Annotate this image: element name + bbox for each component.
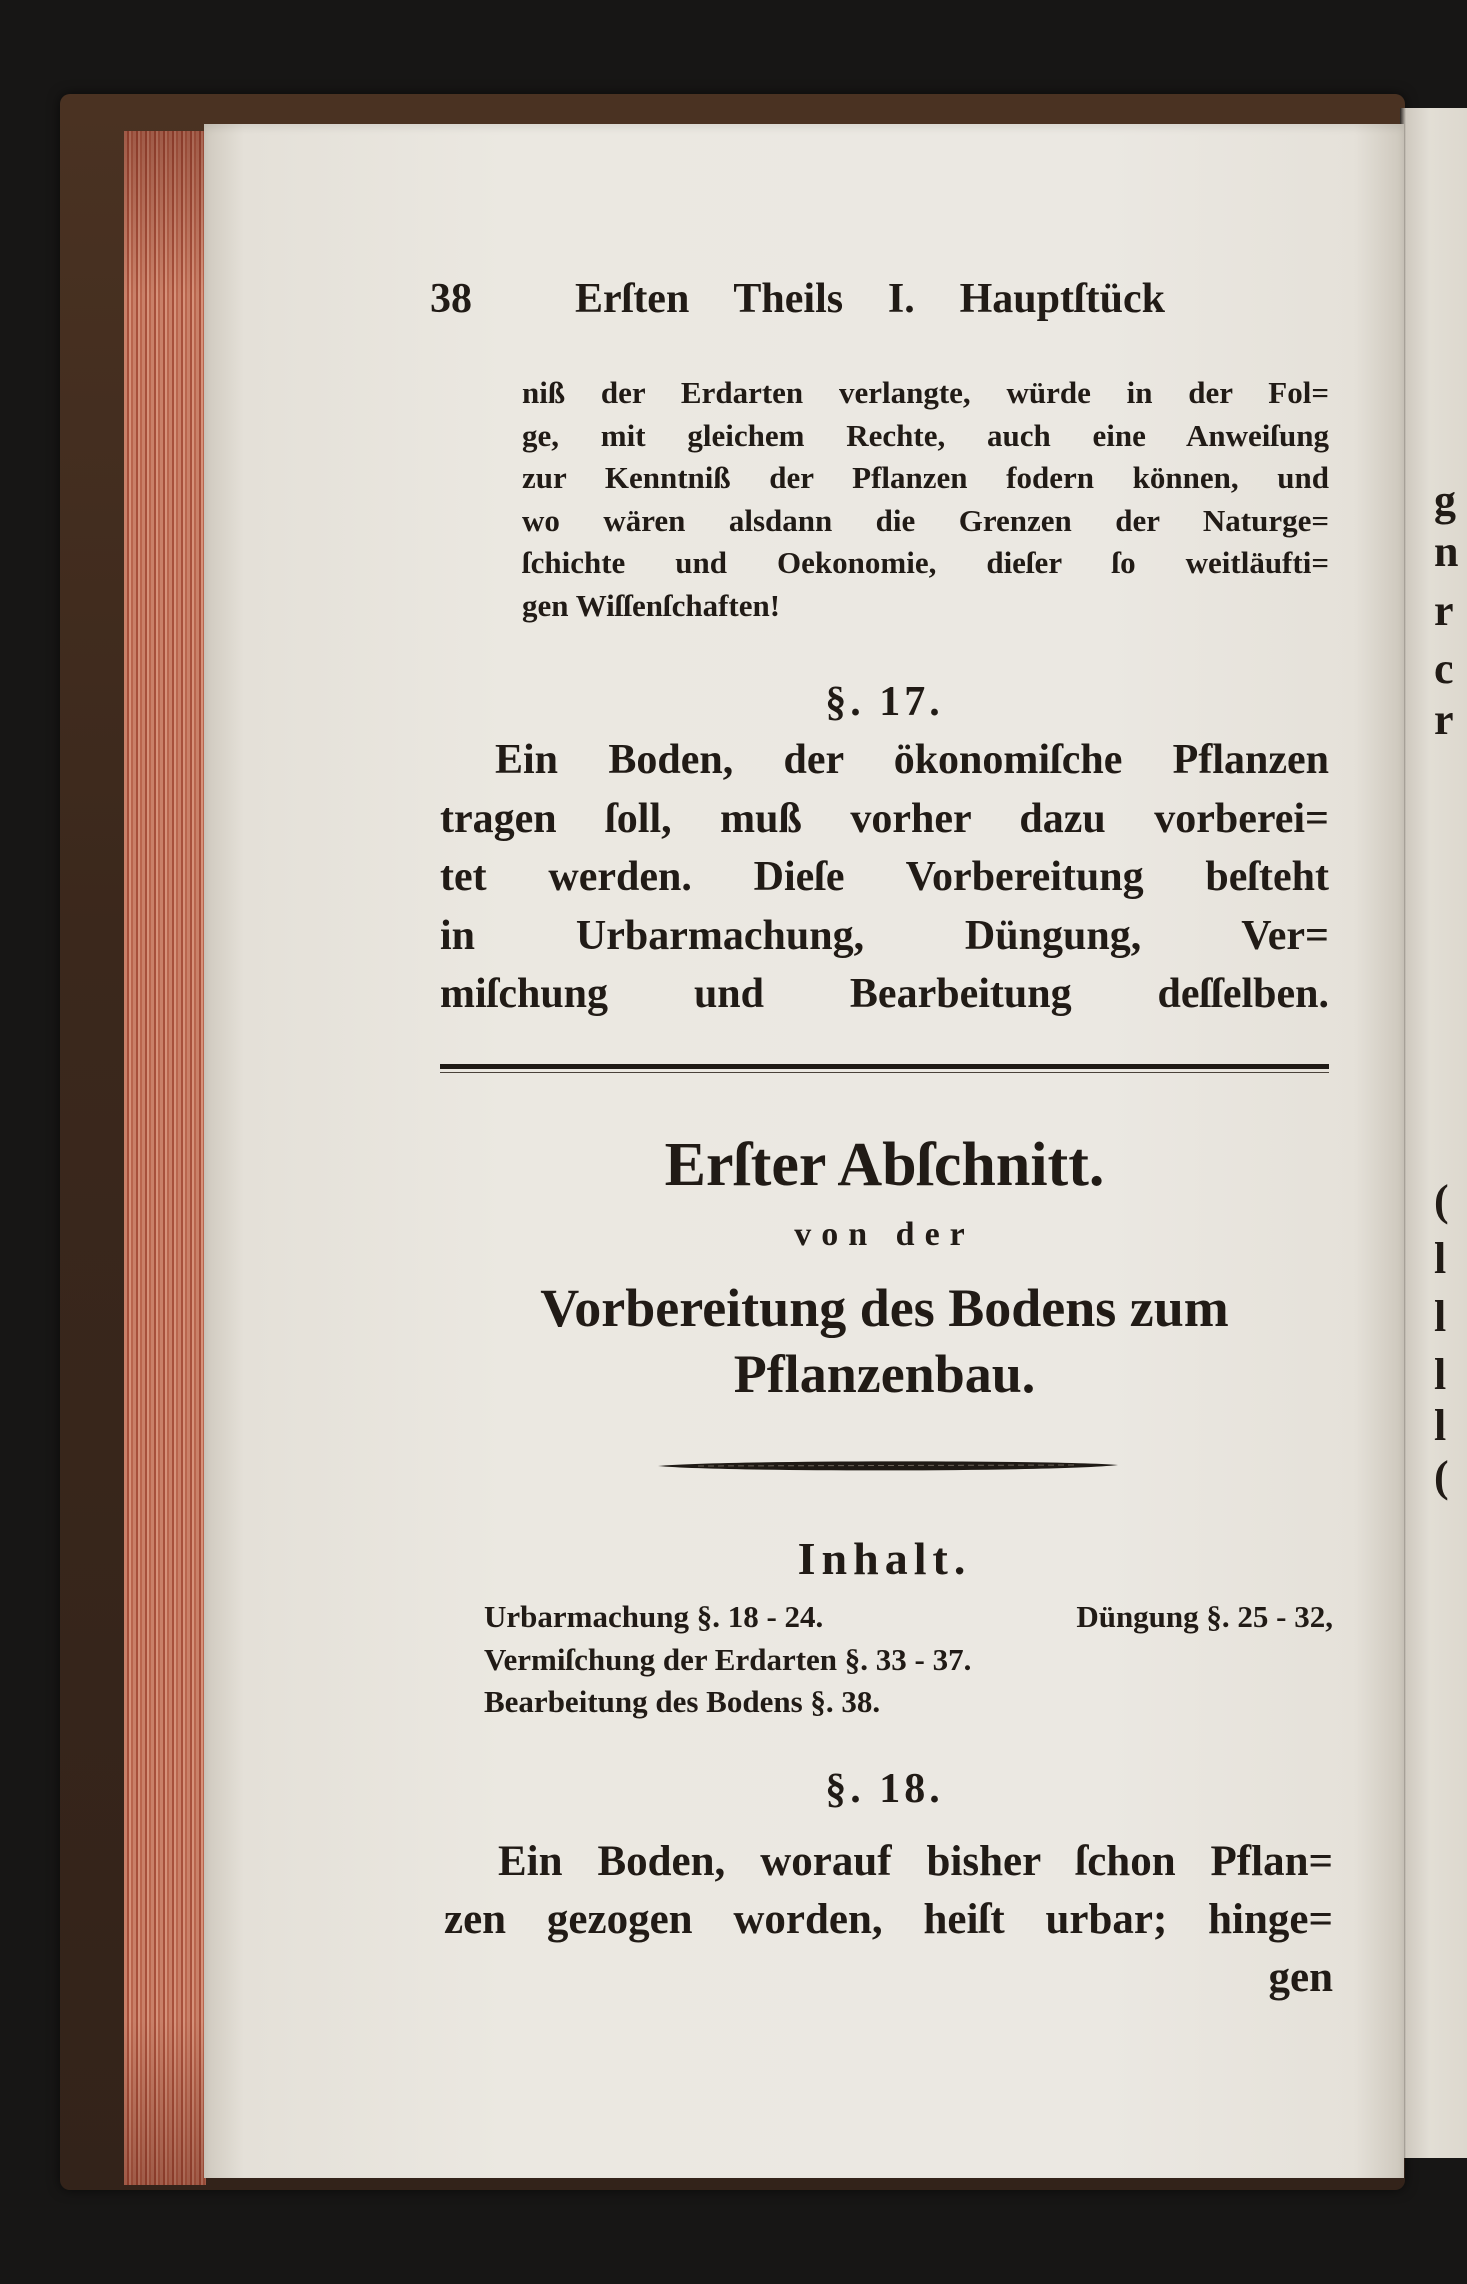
- chapter-connector: von der: [794, 1216, 975, 1253]
- contents-entry: Urbarmachung §. 18 - 24.: [484, 1599, 824, 1634]
- text-line: miſchung und Bearbeitung deſſelben.: [440, 971, 1329, 1017]
- section-divider: [440, 1064, 1329, 1069]
- page-number: 38: [430, 276, 472, 322]
- next-page-fragment: l: [1434, 1350, 1447, 1399]
- text-line: Ein Boden, worauf bisher ſchon Pflan=: [498, 1838, 1333, 1885]
- text-line: Ein Boden, der ökonomiſche Pflanzen: [495, 737, 1329, 783]
- next-page-fragment: c: [1434, 644, 1454, 693]
- section-17-text: [440, 731, 1329, 1024]
- next-page-fragment: r: [1434, 586, 1454, 635]
- decorative-rule: [658, 1458, 1118, 1474]
- text-line: gen Wiſſenſchaften!: [522, 587, 781, 623]
- next-page-fragment: l: [1434, 1234, 1447, 1283]
- text-line: in Urbarmachung, Düngung, Ver=: [440, 912, 1329, 959]
- chapter-subtitle-line: Vorbereitung des Bodens zum: [540, 1278, 1229, 1338]
- contents-list: [484, 1596, 1333, 1724]
- next-page-fragment: (: [1434, 1176, 1449, 1225]
- running-title-text: Erſten Theils I. Hauptſtück: [575, 276, 1165, 322]
- next-page-fragment: n: [1434, 527, 1459, 576]
- contents-entry: Vermiſchung der Erdarten §. 33 - 37.: [484, 1641, 972, 1677]
- section-17-label: §. 17.: [825, 679, 944, 725]
- text-line: ſchichte und Oekonomie, dieſer ſo weitläufti=: [522, 545, 1329, 581]
- contents-heading: Inhalt.: [797, 1533, 972, 1584]
- contents-entry: Bearbeitung des Bodens §. 38.: [484, 1684, 881, 1719]
- next-page-edge: [1400, 108, 1467, 2158]
- text-line: zur Kenntniß der Pflanzen fodern können, und: [522, 460, 1329, 496]
- text-line: niß der Erdarten verlangte, würde in der Fol=: [522, 375, 1329, 410]
- section-18-text: [444, 1833, 1333, 2007]
- text-line: tet werden. Dieſe Vorbereitung beſteht: [440, 854, 1329, 900]
- catchword: gen: [1268, 1954, 1333, 2001]
- chapter-title: Erſter Abſchnitt.: [664, 1131, 1105, 1199]
- contents-entry: Düngung §. 25 - 32,: [1076, 1599, 1333, 1634]
- text-line: ge, mit gleichem Rechte, auch eine Anweiſung: [522, 417, 1329, 453]
- next-page-fragment: l: [1434, 1292, 1447, 1341]
- text-line: zen gezogen worden, heiſt urbar; hinge=: [444, 1896, 1333, 1943]
- next-page-fragment: r: [1434, 695, 1454, 744]
- contents-row: [484, 1596, 1333, 1639]
- next-page-fragment: l: [1434, 1401, 1447, 1450]
- text-line: wo wären alsdann die Grenzen der Naturge=: [522, 502, 1329, 538]
- chapter-subtitle-line: Pflanzenbau.: [733, 1344, 1036, 1404]
- page-block-edge: [124, 131, 206, 2185]
- section-18-label: §. 18.: [825, 1766, 944, 1812]
- contents-row: [484, 1681, 1333, 1724]
- section-divider-thin: [440, 1072, 1329, 1073]
- next-page-fragment: g: [1434, 476, 1456, 525]
- text-line: tragen ſoll, muß vorher dazu vorberei=: [440, 795, 1329, 842]
- paragraph-continued: [522, 372, 1329, 628]
- contents-row: [484, 1639, 1333, 1682]
- running-title: [575, 274, 1165, 324]
- chapter-subtitle: [440, 1275, 1329, 1407]
- next-page-fragment: (: [1434, 1452, 1449, 1501]
